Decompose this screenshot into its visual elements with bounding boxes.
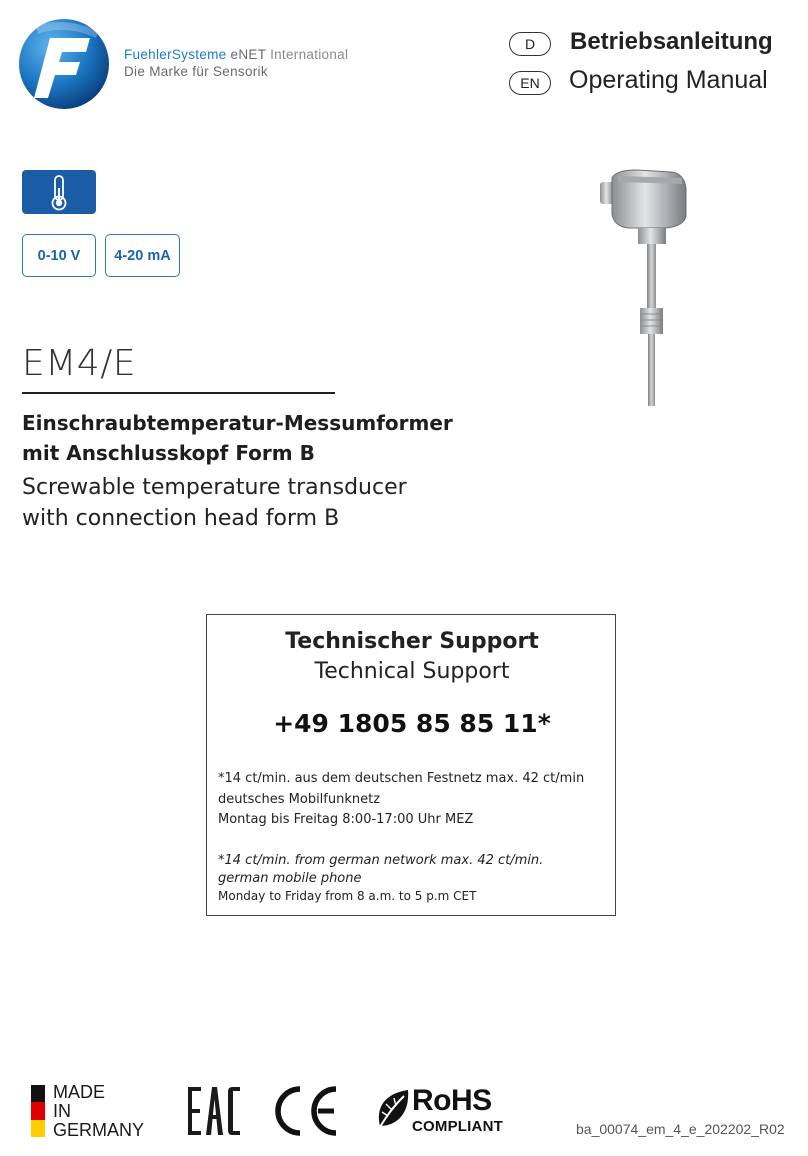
company-logo (18, 18, 110, 110)
brand-tagline: Die Marke für Sensorik (124, 64, 268, 79)
rohs-title: RoHS (412, 1084, 492, 1117)
lang-de-code: D (509, 32, 551, 56)
model-name: EM4/E (22, 343, 137, 384)
sensor-type-tile (22, 170, 96, 214)
rohs-leaf-icon (372, 1088, 412, 1136)
title-en: Operating Manual (569, 66, 768, 94)
ce-mark-icon (272, 1085, 342, 1137)
support-phone: +49 1805 85 85 11* (273, 709, 551, 738)
support-note-de-1: *14 ct/min. aus dem deutschen Festnetz max. 42 ct/min (218, 771, 585, 786)
support-box (206, 614, 616, 916)
made-in-line2: IN (53, 1101, 71, 1121)
support-note-en-3: Monday to Friday from 8 a.m. to 5 p.m CET (218, 889, 477, 903)
badge-4-20ma: 4-20 mA (105, 234, 180, 277)
support-note-de-3: Montag bis Freitag 8:00-17:00 Uhr MEZ (218, 812, 474, 827)
support-note-de-2: deutsches Mobilfunknetz (218, 792, 381, 807)
support-note-en-2: german mobile phone (218, 871, 362, 886)
product-title-de-line2: mit Anschlusskopf Form B (22, 441, 315, 465)
brand-name: FuehlerSysteme eNET International (124, 47, 349, 62)
support-title-de: Technischer Support (285, 629, 539, 654)
eac-mark-icon (186, 1085, 242, 1137)
rohs-subtitle: COMPLIANT (412, 1118, 503, 1135)
lang-en-code: EN (509, 71, 551, 95)
product-title-de-line1: Einschraubtemperatur-Messumformer (22, 411, 453, 435)
product-title-en-line1: Screwable temperature transducer (22, 475, 407, 500)
thermometer-icon (22, 170, 96, 214)
made-in-line1: MADE (53, 1082, 106, 1102)
support-note-en-1: *14 ct/min. from german network max. 42 ct/min. (218, 853, 544, 868)
document-code: ba_00074_em_4_e_202202_R02 (576, 1121, 785, 1137)
support-title-en: Technical Support (314, 659, 510, 684)
product-title-en-line2: with connection head form B (22, 506, 340, 531)
made-in-line3: GERMANY (53, 1120, 145, 1140)
title-de: Betriebsanleitung (570, 28, 773, 55)
german-flag-icon (31, 1085, 45, 1137)
product-image (596, 168, 706, 408)
badge-0-10v: 0-10 V (22, 234, 96, 277)
model-underline (22, 392, 335, 394)
